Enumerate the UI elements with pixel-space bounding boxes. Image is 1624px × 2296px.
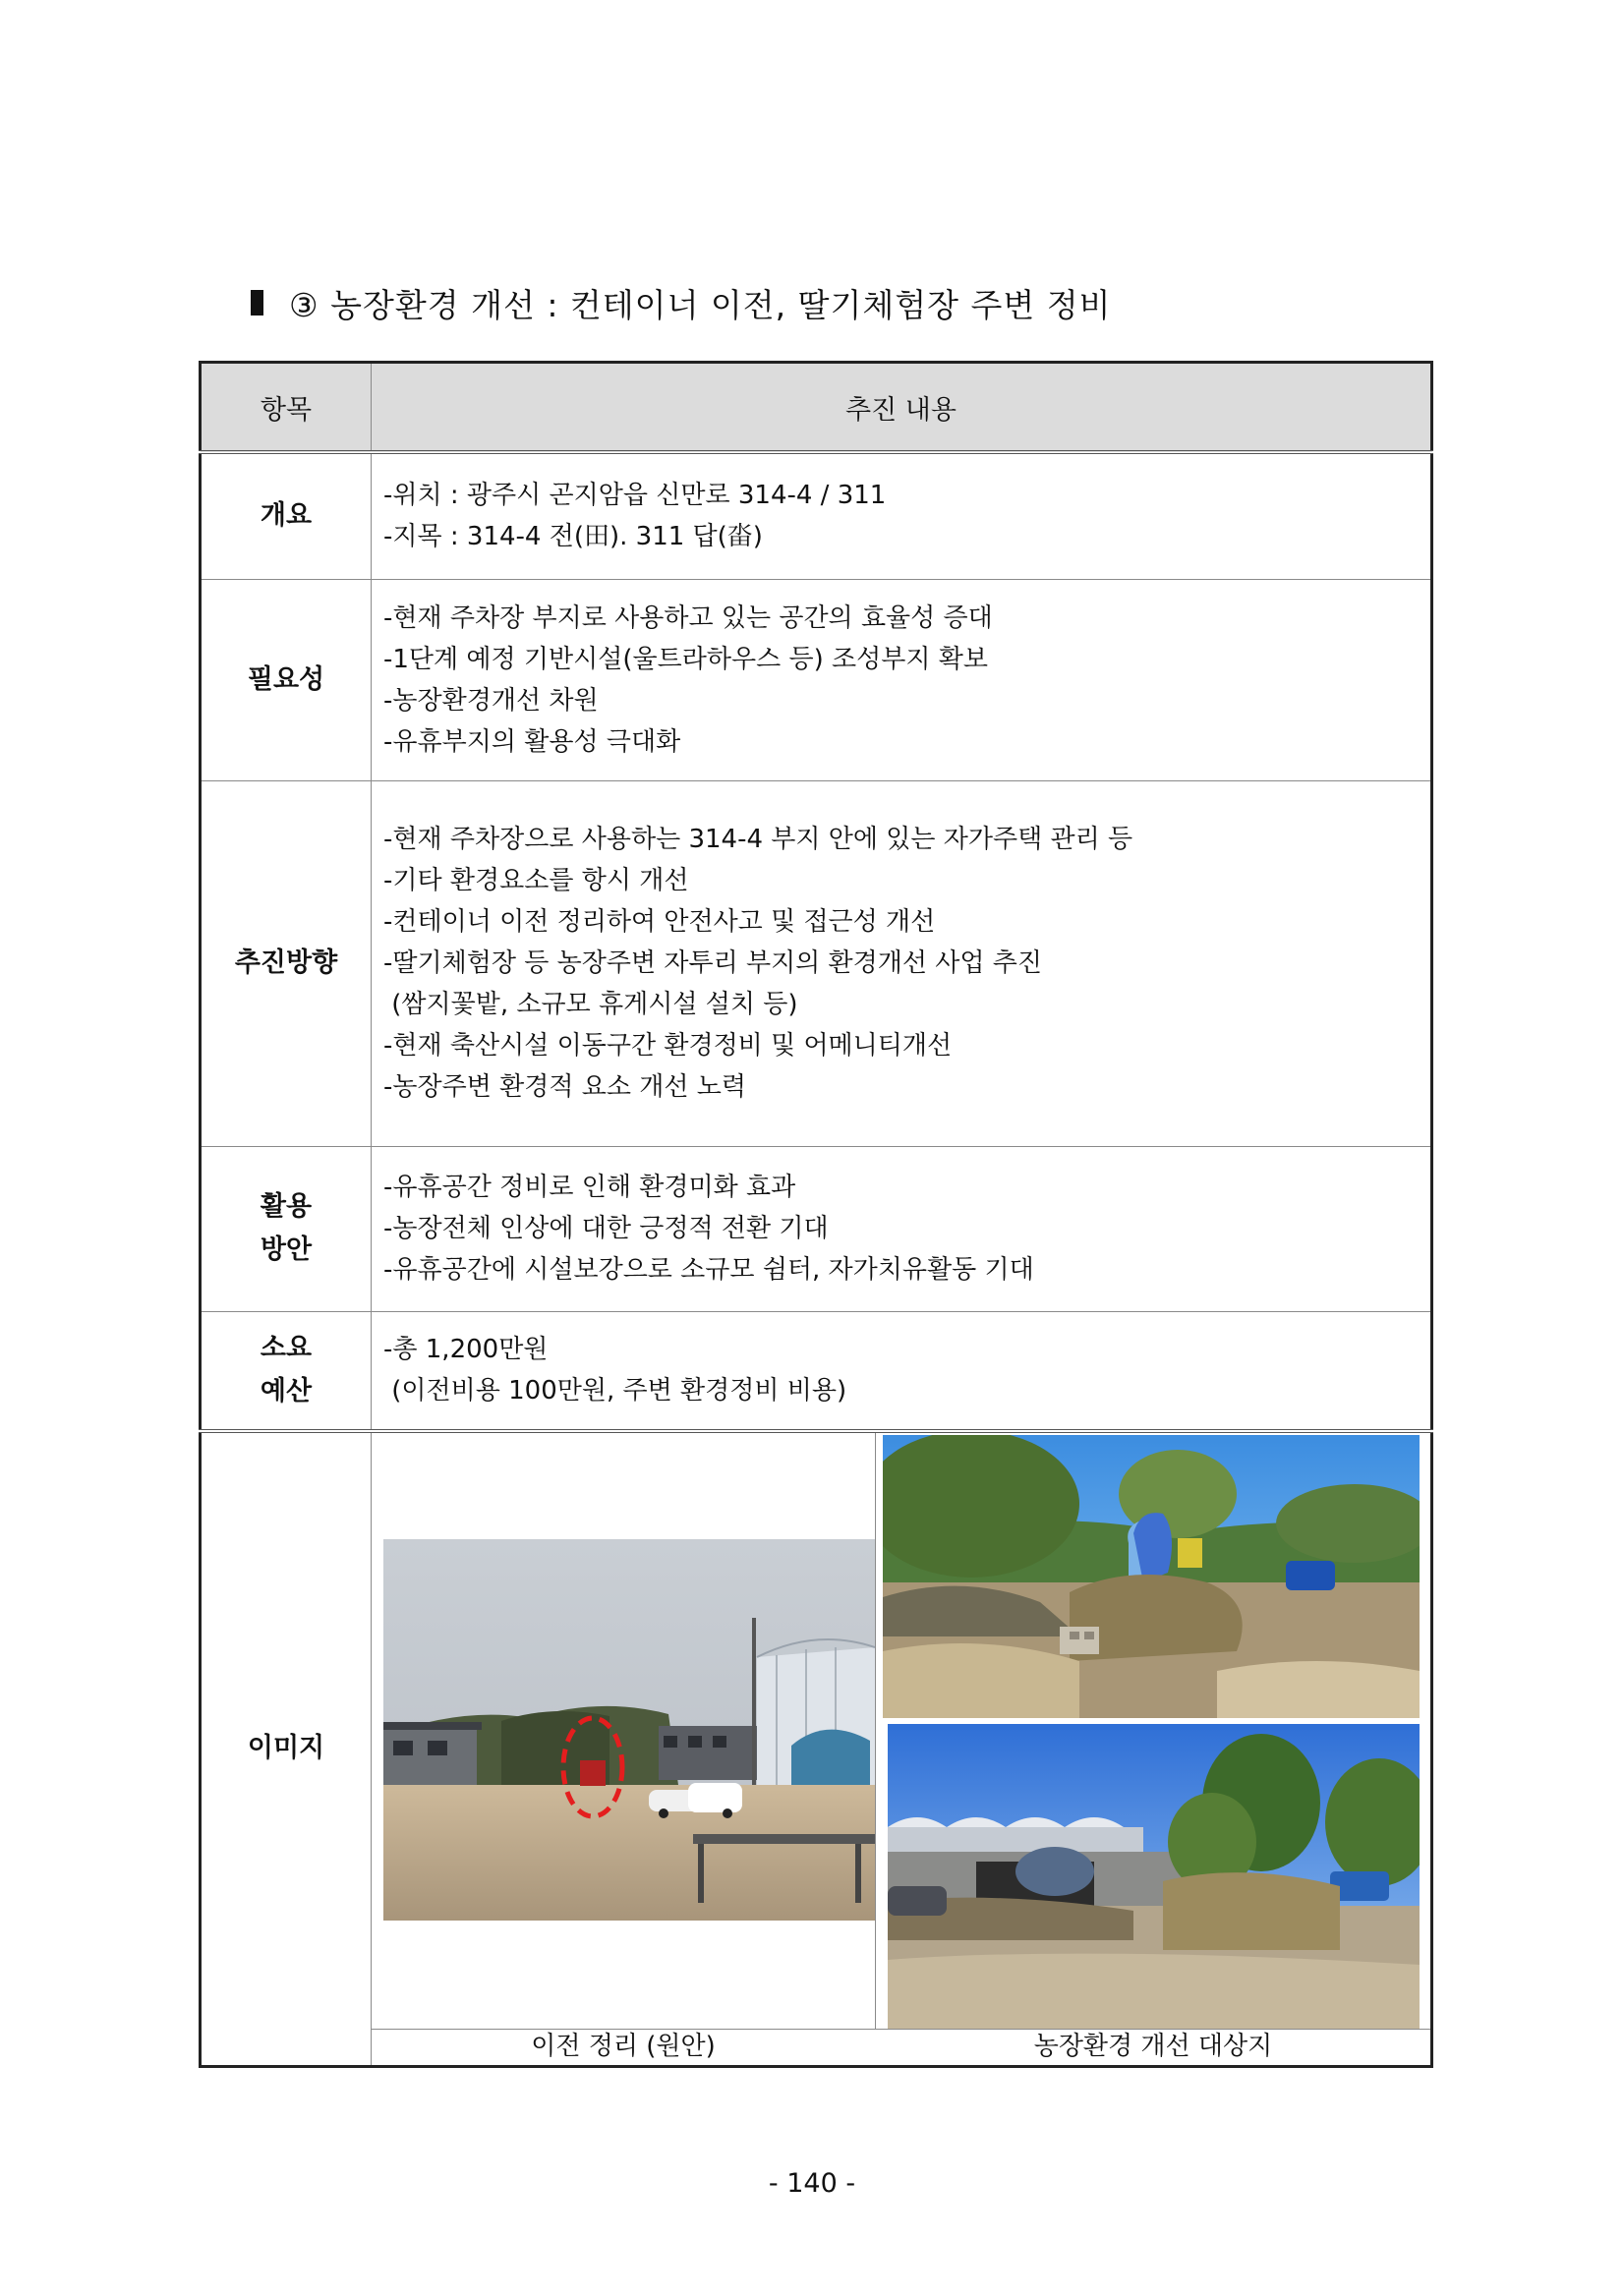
table-row [201, 780, 1432, 1146]
photo-strawberry-area [883, 1435, 1420, 1718]
row-content [372, 1146, 1432, 1311]
row-content [372, 452, 1432, 579]
header-content: 추진 내용 [372, 363, 1432, 453]
content-line: -유휴공간 정비로 인해 환경미화 효과 [383, 1173, 796, 1202]
content-line: (이전비용 100만원, 주변 환경정비 비용) [383, 1376, 847, 1406]
content-line: -유휴공간에 시설보강으로 소규모 쉼터, 자가치유활동 기대 [383, 1255, 1034, 1285]
table-row [201, 1146, 1432, 1311]
plan-table [199, 361, 1433, 2068]
row-content [372, 1311, 1432, 1431]
row-label: 필요성 [201, 579, 372, 780]
row-label-line: 방안 [260, 1234, 313, 1265]
page-number: - 140 - [768, 2168, 856, 2199]
image-cell [372, 1431, 1432, 2066]
content-line: -컨테이너 이전 정리하여 안전사고 및 접근성 개선 [383, 907, 936, 937]
content-line: -위치 : 광주시 곤지암읍 신만로 314-4 / 311 [383, 481, 887, 511]
content-line: -1단계 예정 기반시설(울트라하우스 등) 조성부지 확보 [383, 644, 988, 674]
content-line: (쌈지꽃밭, 소규모 휴게시설 설치 등) [383, 990, 798, 1019]
table-header-row [201, 363, 1432, 453]
section-heading [251, 278, 1112, 327]
caption-left: 이전 정리 (원안) [531, 2032, 716, 2061]
caption-divider [372, 2029, 1430, 2065]
image-row [201, 1431, 1432, 2066]
row-content [372, 579, 1432, 780]
content-line: -기타 환경요소를 항시 개선 [383, 866, 689, 895]
image-column-right [876, 1433, 1430, 2061]
row-label: 이미지 [201, 1431, 372, 2066]
square-bullet-icon [251, 290, 263, 316]
row-label-line: 소요 [260, 1333, 313, 1364]
content-line: -유휴부지의 활용성 극대화 [383, 726, 681, 757]
row-label: 개요 [201, 452, 372, 579]
photo-improvement-site [888, 1724, 1420, 2029]
table-row [201, 579, 1432, 780]
content-line: -농장환경개선 차원 [383, 685, 599, 716]
row-label-line: 예산 [260, 1376, 313, 1407]
content-line: -현재 주차장 부지로 사용하고 있는 공간의 효율성 증대 [383, 603, 993, 633]
photo-container-relocation [383, 1539, 875, 1921]
row-label: 추진방향 [201, 780, 372, 1146]
content-line: -현재 주차장으로 사용하는 314-4 부지 안에 있는 자가주택 관리 등 [383, 825, 1133, 854]
image-column-left [372, 1433, 876, 2061]
table-row [201, 1311, 1432, 1431]
table-row [201, 452, 1432, 579]
row-label-line: 활용 [260, 1191, 313, 1222]
image-grid [372, 1433, 1430, 2061]
content-line: -지목 : 314-4 전(田). 311 답(畓) [383, 522, 763, 552]
row-label [201, 1146, 372, 1311]
row-content [372, 780, 1432, 1146]
row-label [201, 1311, 372, 1431]
content-line: -총 1,200만원 [383, 1335, 549, 1365]
content-line: -농장주변 환경적 요소 개선 노력 [383, 1072, 746, 1102]
content-line: -농장전체 인상에 대한 긍정적 전환 기대 [383, 1214, 829, 1243]
section-heading-text: ③ 농장환경 개선 : 컨테이너 이전, 딸기체험장 주변 정비 [289, 285, 1112, 324]
content-line: -딸기체험장 등 농장주변 자투리 부지의 환경개선 사업 추진 [383, 948, 1043, 978]
content-line: -현재 축산시설 이동구간 환경정비 및 어메니티개선 [383, 1031, 953, 1061]
caption-right: 농장환경 개선 대상지 [1033, 2032, 1273, 2061]
header-item: 항목 [201, 363, 372, 453]
